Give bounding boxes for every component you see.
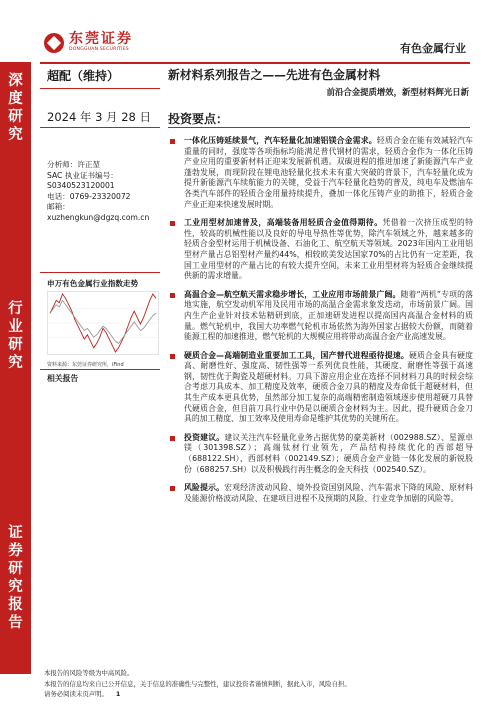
band-char: 证 [8, 525, 23, 541]
key-point-body: 轻质合金在能有效减轻汽车重量的同时，强度等各项指标均能满足普代钢材的需求，轻质合金作为一体化压铸产业应用的重要新材料正迎来发展新机遇。双碳进程的推进加速了新能源汽车产业蓬勃发展，而现阶段在锂电池轻量化技术未有重大突破的背景下，汽车轻量化成为提升新能源汽车续航能力的关键，受益于汽车轻量化趋势的普及，纯电车及燃油车各类汽车部件的轻质合金用量持续提升，叠加一体化压铸产业的助推下，轻质合金产业正迎来快速发展时期。 [184, 136, 474, 209]
report-subtitle: 前沿合金提质增效，新型材料辉光日新 [326, 87, 469, 97]
key-point-body: 随着“两机”专项的落地实施，航空发动机军用及民用市场的高温合金需求象发迭动，市场前景广阔。国内生产企业针对技术钻精研到底，正加速研发进程以提高国内高温合金材料的质量。燃气轮机中，我国大功率燃气轮机市场依然为海外国家占据较大份额，而随着能源工程的加速推进，燃气轮机的大规模应用将带动高温合金产业高速发展。 [184, 289, 473, 342]
index-chart [47, 291, 159, 355]
band-label-securities-report [0, 524, 31, 632]
side-band [0, 62, 31, 674]
date-divider [40, 127, 160, 128]
key-point-body: 硬质合金具有硬度高、耐磨性好、强度高、韧性强等一系列优良性能，其硬度、耐磨性等强于高速钢，韧性优于陶瓷及超硬材料。刀具下游应用企业在选择不同材料刀具的时候会综合考虑刀具成本、加工精度及效率，硬质合金刀具的精度及寿命低于超硬材料，但其生产成本更具优势，虽然部分加工复杂的高端精密制造领域逐步使用超硬刀具替代硬质合金，但目前刀具行业中仍是以硬质合金材料为主。因此，提升硬质合金刀具的加工精度、加工效率及使用寿命是维护其优势的关键所在。 [184, 350, 474, 424]
logo-emblem-icon [44, 33, 64, 53]
bullet-square-icon [170, 139, 175, 144]
key-point-lead: 投资建议。 [184, 432, 225, 442]
band-char: 行 [8, 301, 23, 317]
band-char: 券 [8, 543, 23, 559]
key-points-list [168, 136, 473, 512]
logo-name-en: DONGGUAN SECURITIES [69, 47, 129, 52]
related-reports-title: 相关报告 [47, 374, 79, 383]
report-date: 2024 年 3 月 28 日 [47, 110, 151, 124]
report-title: 新材料系列报告之——先进有色金属材料 [168, 68, 381, 82]
analyst-info [47, 160, 149, 223]
bullet-square-icon [170, 354, 175, 359]
band-label-industry-research [0, 300, 31, 372]
disclaimer-line: 本报告的信息均来自已公开信息，关于信息的准确性与完整性，建议投资者谨慎判断，据此入市，风险自担。 [44, 679, 351, 688]
key-point-lead: 高温合金—航空航天需求稳步增长，工业应用市场前景广阔。 [184, 289, 401, 299]
key-point-body: 宏观经济波动风险、境外投资国别风险、汽车需求下降的风险、原材料及能源价格波动风险、在建项目进程不及预期的风险、行业竞争加剧的风险等。 [184, 483, 474, 503]
key-point [168, 290, 473, 343]
key-point-lead: 硬质合金—高端制造业重要加工工具，国产替代进程亟待提速。 [184, 350, 409, 360]
chart-divider [40, 272, 160, 273]
key-point [168, 483, 473, 504]
analyst-line: SAC 执业证书编号： [47, 170, 118, 180]
related-divider [40, 369, 160, 370]
key-point-body: 凭借着一次挤压成型的特性，较高的机械性能以及良好的导电导热性等优势，除汽车领域之外，越来越多的轻质合金型材运用于机械设备、石油化工、航空航天等领域。2023年国内工业用铝型材产量占总铝型材产量约44%，相较欧美发达国家70%的占比仍有一定差距，我国工业用型材的产量占比的有较大提升空间，未来工业用型材将为轻质合金继续提供新的需求增量。 [184, 218, 474, 281]
bullet-square-icon [170, 486, 175, 491]
band-char: 研 [8, 561, 23, 577]
bullet-square-icon [170, 436, 175, 441]
analyst-line: S0340523120001 [47, 181, 115, 190]
page-number: 1 [115, 690, 121, 698]
key-point-body: 建议关注汽车轻量化业务占据优势的豪美新材（002988.SZ）、星源卓镁（301398.SZ）；高端钛材行业领先，产品结构持续优化的西部超导（688122.SH）、西部材料（002149.SZ）；硬质合金产业链一体化发展的新锐股份（688257.SH）以及积极践行再生概念的金天科技（002540.SZ）。 [184, 432, 473, 474]
key-point-lead: 工业用型材加速普及，高端装备用轻质合金值得期待。 [184, 218, 383, 228]
brand-logo [44, 32, 133, 53]
header-divider [40, 62, 470, 64]
bullet-square-icon [170, 293, 175, 298]
key-point-lead: 一体化压铸延续景气，汽车轻量化加速铝镁合金需求。 [184, 136, 377, 145]
band-char: 研 [8, 337, 23, 353]
analyst-line: 邮箱： [47, 202, 70, 211]
analyst-line: 电话：0769-23320072 [47, 191, 131, 201]
industry-label: 有色金属行业 [400, 42, 466, 55]
band-char: 告 [8, 615, 23, 631]
key-points-title: 投资要点： [168, 112, 229, 126]
band-char: 报 [8, 597, 23, 613]
key-points-divider [168, 127, 470, 128]
analyst-email-link[interactable]: xuzhengkun@dgzq.com.cn [47, 212, 150, 222]
chart-title: 申万有色金属行业指数走势 [47, 279, 139, 288]
key-point [168, 218, 473, 282]
chart-source: 资料来源：东莞证券研究所，iFind [47, 362, 124, 368]
key-point-lead: 风险提示。 [184, 483, 225, 493]
band-label-deep-research [0, 72, 31, 144]
analyst-line: 分析师：许正堃 [47, 160, 101, 169]
disclaimer-line: 本报告的风险等级为中高风险。 [44, 669, 134, 677]
band-char: 究 [8, 355, 23, 371]
chart-series-line-1 [50, 300, 156, 343]
band-char: 究 [8, 127, 23, 143]
disclaimer-line: 请务必阅读末页声明。 [44, 690, 108, 698]
band-char: 研 [8, 109, 23, 125]
band-char: 度 [8, 91, 23, 107]
bullet-square-icon [170, 221, 175, 226]
rating: 超配（维持） [47, 69, 120, 83]
index-chart-svg [47, 291, 159, 355]
band-char: 业 [8, 319, 23, 335]
key-point [168, 351, 473, 425]
band-char: 究 [8, 579, 23, 595]
band-char: 深 [8, 73, 23, 89]
key-point [168, 433, 473, 475]
rating-divider [40, 88, 160, 89]
key-point [168, 136, 473, 210]
logo-name-cn: 东莞证券 [69, 31, 133, 47]
disclaimer [44, 668, 351, 700]
